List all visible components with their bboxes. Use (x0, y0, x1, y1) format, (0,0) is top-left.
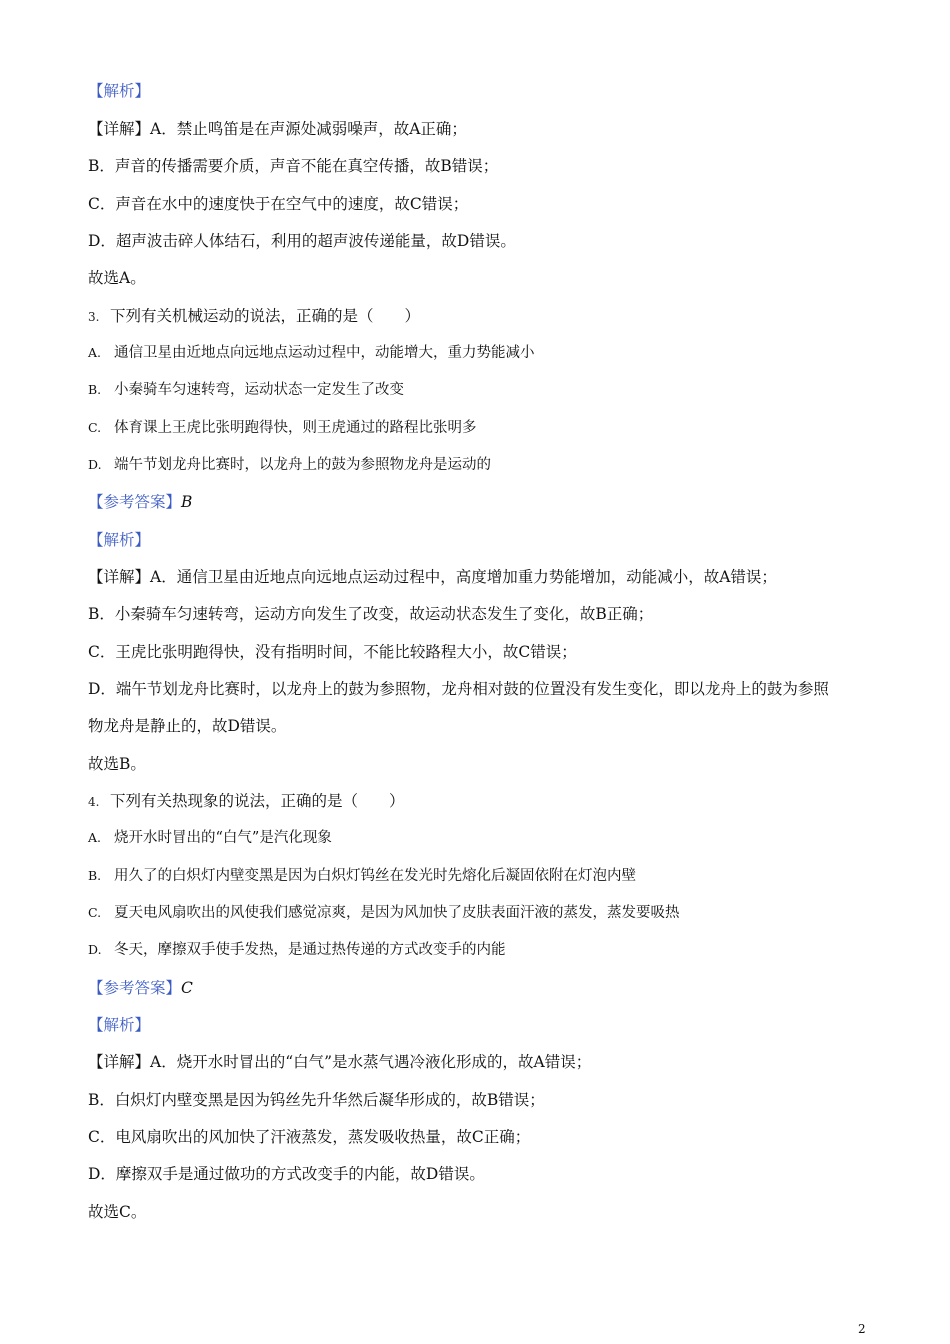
option-c (88, 418, 477, 438)
option-a (88, 343, 535, 363)
detail-line (88, 119, 467, 139)
option-d (88, 455, 491, 475)
detail-line (88, 567, 777, 587)
conclusion: 故选A。 (88, 269, 146, 287)
detail-line: D．摩擦双手是通过做功的方式改变手的内能，故D错误。 (88, 1165, 485, 1183)
answer-label: 【参考答案】 (88, 979, 182, 997)
detail-line: D．端午节划龙舟比赛时，以龙舟上的鼓为参照物，龙舟相对鼓的位置没有发生变化，即以龙舟上的鼓为参照 (88, 680, 829, 698)
detail-line (88, 1052, 591, 1072)
option-key: B. (88, 868, 102, 883)
question-text: 下列有关热现象的说法，正确的是（ ） (110, 792, 405, 810)
option-key: C. (88, 420, 102, 435)
option-text: 烧开水时冒出的“白气”是汽化现象 (114, 830, 332, 846)
option-d (88, 940, 506, 960)
analysis-label: 【解析】 (88, 1016, 151, 1034)
detail-line: 物龙舟是静止的，故D错误。 (88, 717, 287, 735)
option-key: B. (88, 382, 102, 397)
option-key: C. (88, 905, 102, 920)
detail-text: A．通信卫星由近地点向远地点运动过程中，高度增加重力势能增加，动能减小，故A错误； (150, 568, 777, 586)
option-text: 体育课上王虎比张明跑得快，则王虎通过的路程比张明多 (114, 420, 477, 436)
answer-line (88, 492, 192, 512)
question-text: 下列有关机械运动的说法，正确的是（ ） (110, 307, 421, 325)
question-number: 3. (88, 310, 100, 324)
option-a (88, 828, 332, 848)
option-key: D. (88, 942, 102, 957)
detail-text: A．禁止鸣笛是在声源处减弱噪声，故A正确； (150, 120, 467, 138)
detail-label: 【详解】 (88, 568, 151, 586)
option-text: 通信卫星由近地点向远地点运动过程中，动能增大，重力势能减小 (114, 345, 535, 361)
question-stem (88, 791, 405, 812)
detail-line: C．声音在水中的速度快于在空气中的速度，故C错误； (88, 195, 469, 213)
option-b (88, 380, 404, 400)
conclusion: 故选C。 (88, 1203, 147, 1221)
analysis-label: 【解析】 (88, 82, 151, 100)
option-b (88, 866, 636, 886)
detail-line: B．小秦骑车匀速转弯，运动方向发生了改变，故运动状态发生了变化，故B正确； (88, 605, 654, 623)
detail-line: C．电风扇吹出的风加快了汗液蒸发，蒸发吸收热量，故C正确； (88, 1128, 531, 1146)
option-key: D. (88, 457, 102, 472)
option-text: 冬天，摩擦双手使手发热，是通过热传递的方式改变手的内能 (114, 942, 506, 958)
detail-line: C．王虎比张明跑得快，没有指明时间，不能比较路程大小，故C错误； (88, 643, 577, 661)
detail-text: A．烧开水时冒出的“白气”是水蒸气遇冷液化形成的，故A错误； (150, 1053, 592, 1071)
answer-line (88, 978, 193, 998)
option-key: A. (88, 830, 102, 845)
option-text: 小秦骑车匀速转弯，运动状态一定发生了改变 (114, 382, 404, 398)
option-key: A. (88, 345, 102, 360)
question-number: 4. (88, 795, 100, 809)
page-number: 2 (858, 1322, 866, 1336)
detail-line: B．白炽灯内壁变黑是因为钨丝先升华然后凝华形成的，故B错误； (88, 1091, 545, 1109)
answer-value: B (181, 493, 193, 511)
detail-label: 【详解】 (88, 1053, 151, 1071)
question-stem (88, 306, 420, 327)
conclusion: 故选B。 (88, 755, 146, 773)
detail-label: 【详解】 (88, 120, 151, 138)
option-text: 端午节划龙舟比赛时，以龙舟上的鼓为参照物龙舟是运动的 (114, 457, 491, 473)
analysis-label: 【解析】 (88, 531, 151, 549)
answer-label: 【参考答案】 (88, 493, 182, 511)
detail-line: D．超声波击碎人体结石，利用的超声波传递能量，故D错误。 (88, 232, 516, 250)
option-text: 夏天电风扇吹出的风使我们感觉凉爽，是因为风加快了皮肤表面汗液的蒸发，蒸发要吸热 (114, 905, 680, 921)
detail-line: B．声音的传播需要介质，声音不能在真空传播，故B错误； (88, 157, 499, 175)
option-c (88, 903, 680, 923)
option-text: 用久了的白炽灯内壁变黑是因为白炽灯钨丝在发光时先熔化后凝固依附在灯泡内壁 (114, 868, 636, 884)
answer-value: C (181, 979, 193, 997)
